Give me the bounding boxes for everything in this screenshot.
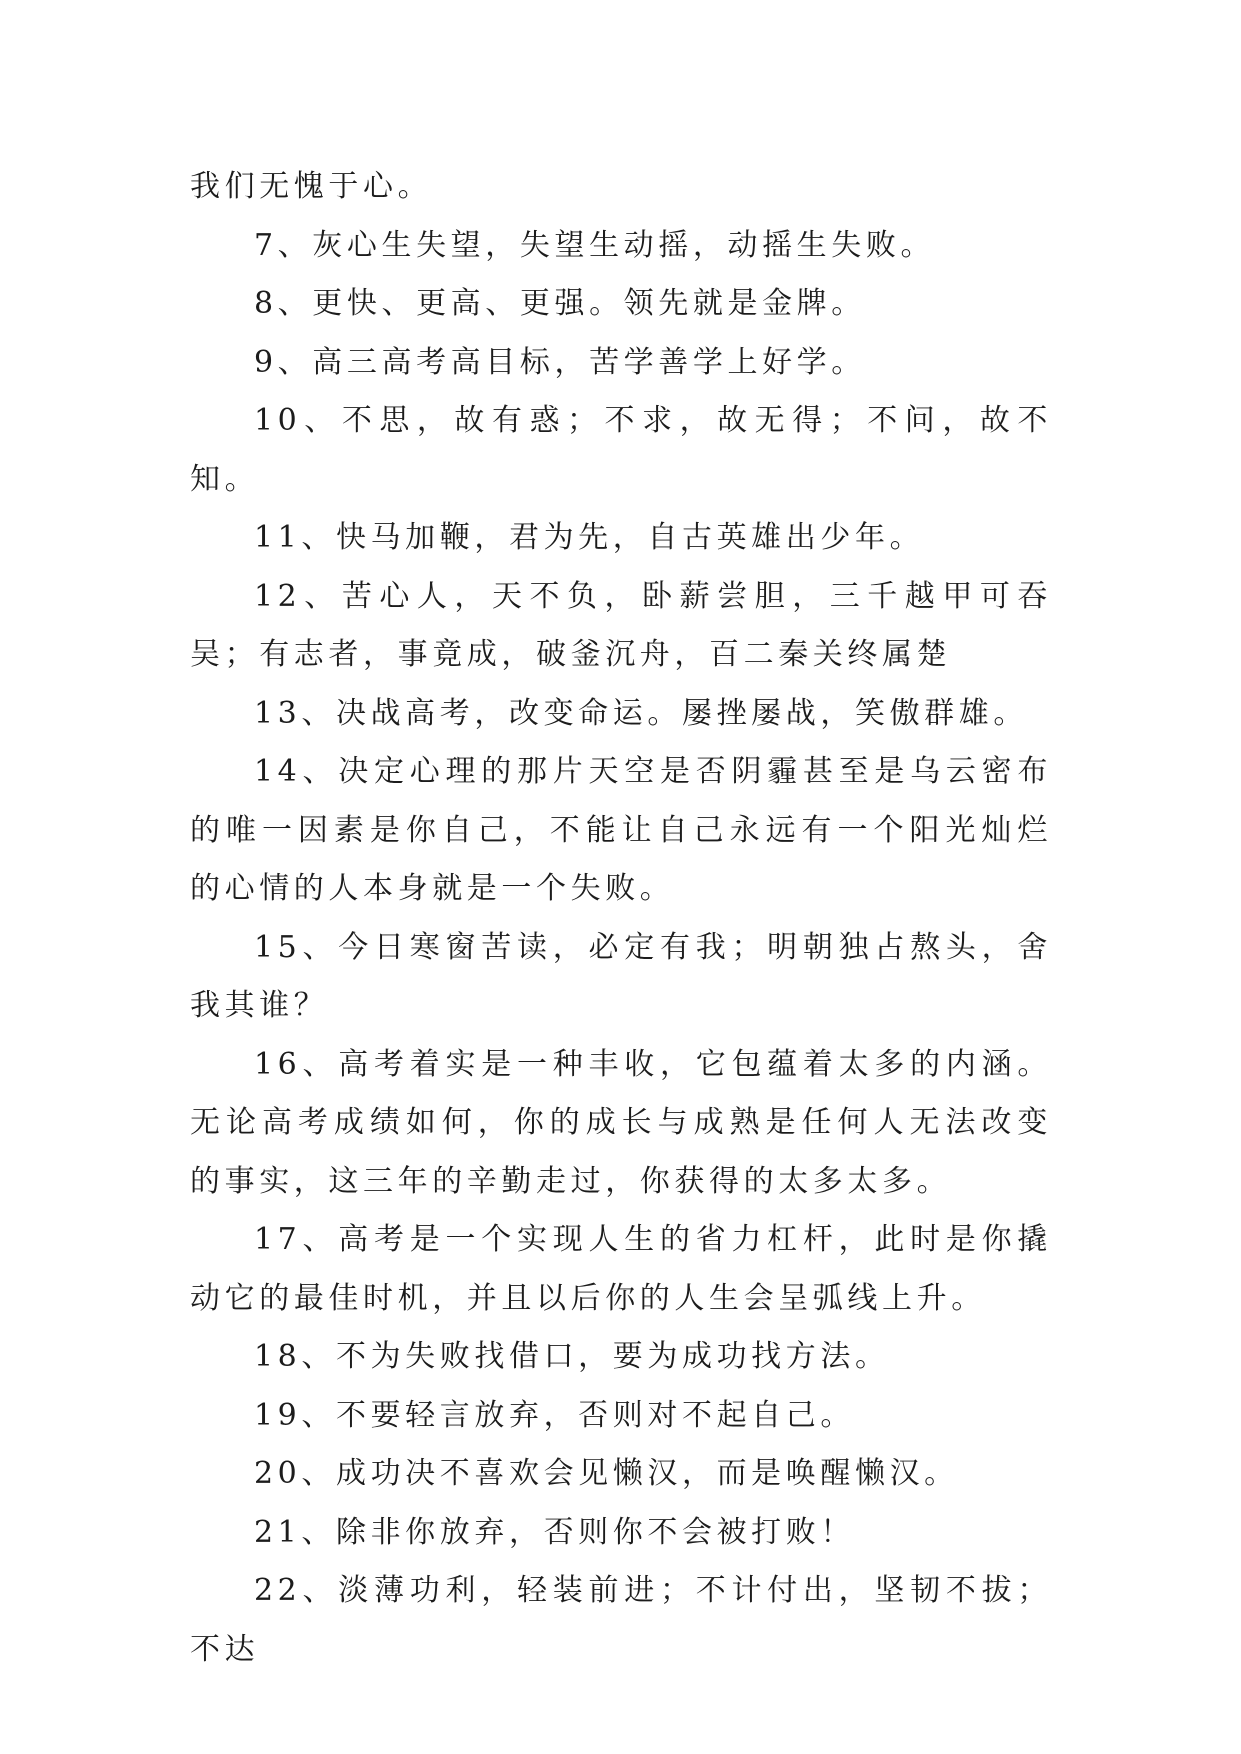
paragraph: 21、除非你放弃，否则你不会被打败！ xyxy=(254,1514,855,1550)
paragraph: 9、高三高考高目标，苦学善学上好学。 xyxy=(254,344,866,380)
paragraph: 15、今日寒窗苦读，必定有我；明朝独占熬头，舍我其谁？ xyxy=(190,929,1052,1023)
paragraph: 16、高考着实是一种丰收，它包蕴着太多的内涵。无论高考成绩如何，你的成长与成熟是任何人无法改变的事实，这三年的辛勤走过，你获得的太多太多。 xyxy=(190,1046,1052,1199)
paragraph: 19、不要轻言放弃，否则对不起自己。 xyxy=(254,1397,855,1433)
paragraph: 13、决战高考，改变命运。屡挫屡战，笑傲群雄。 xyxy=(254,695,1028,731)
paragraph: 我们无愧于心。 xyxy=(190,169,433,204)
body-text xyxy=(190,158,1052,1679)
paragraph: 11、快马加鞭，君为先，自古英雄出少年。 xyxy=(254,520,925,555)
paragraph: 10、不思，故有惑；不求，故无得；不问，故不知。 xyxy=(190,403,1052,497)
paragraph: 12、苦心人，天不负，卧薪尝胆，三千越甲可吞吴；有志者，事竟成，破釜沉舟，百二秦关终属楚 xyxy=(190,578,1052,672)
paragraph: 18、不为失败找借口，要为成功找方法。 xyxy=(254,1339,890,1374)
paragraph: 22、淡薄功利，轻装前进；不计付出，坚韧不拔；不达 xyxy=(190,1573,1052,1667)
paragraph: 7、灰心生失望，失望生动摇，动摇生失败。 xyxy=(254,227,936,263)
paragraph: 17、高考是一个实现人生的省力杠杆，此时是你撬动它的最佳时机，并且以后你的人生会呈弧线上升。 xyxy=(190,1222,1052,1316)
paragraph: 8、更快、更高、更强。领先就是金牌。 xyxy=(254,286,866,321)
paragraph: 14、决定心理的那片天空是否阴霾甚至是乌云密布的唯一因素是你自己，不能让自己永远有一个阳光灿烂的心情的人本身就是一个失败。 xyxy=(190,754,1052,906)
paragraph: 20、成功决不喜欢会见懒汉，而是唤醒懒汉。 xyxy=(254,1456,959,1491)
